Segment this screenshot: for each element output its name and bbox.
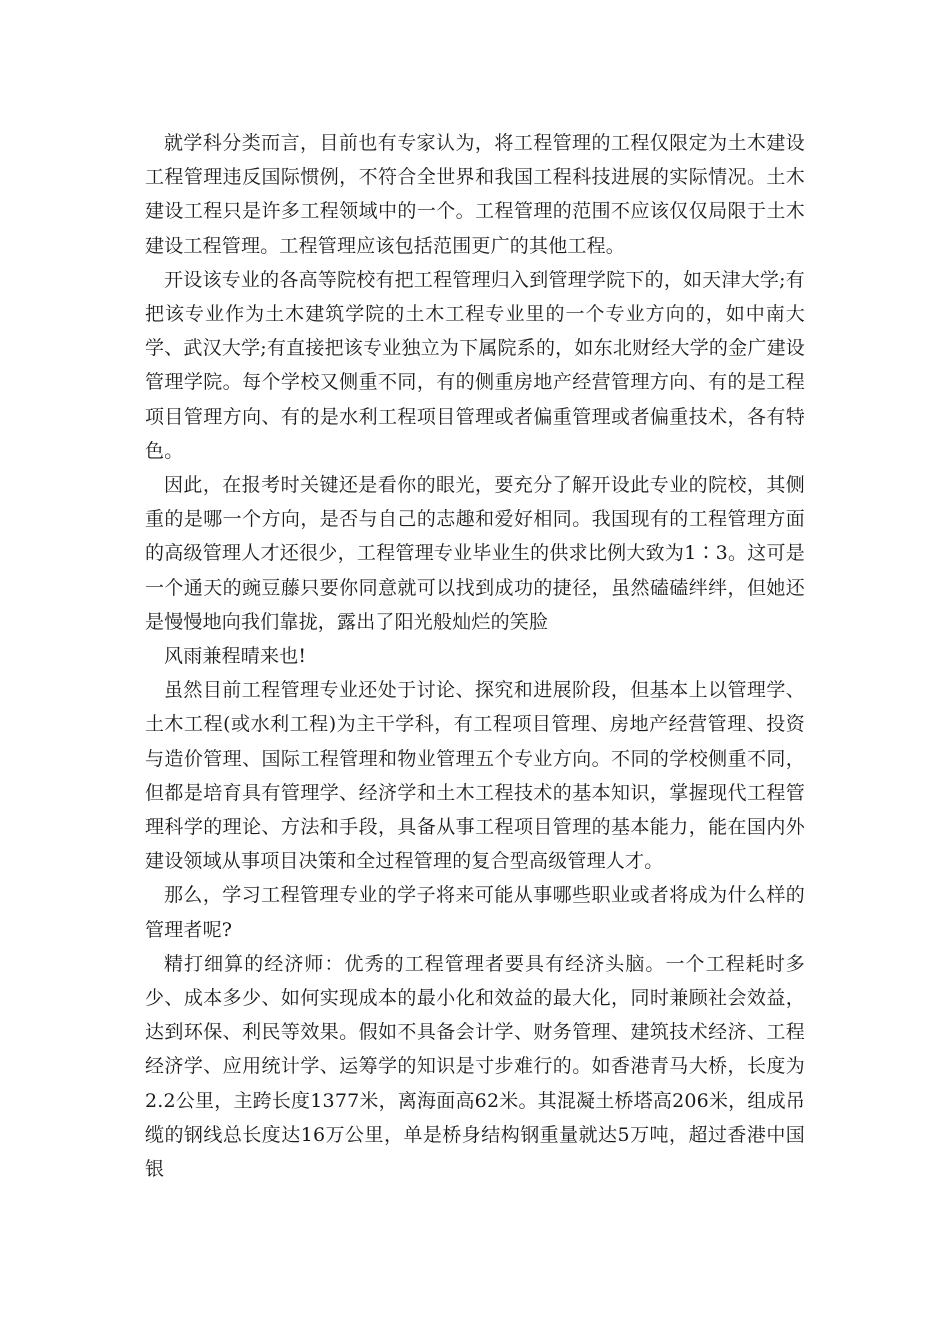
- paragraph-universities: 开设该专业的各高等院校有把工程管理归入到管理学院下的，如天津大学;有把该专业作为土木建筑学院的土木工程专业里的一个专业方向的，如中南大学、武汉大学;有直接把该专业独立为下属院系的，如东北财经大学的金广建设管理学院。每个学校又侧重不同，有的侧重房地产经营管理方向、有的是工程项目管理方向、有的是水利工程项目管理或者偏重管理或者偏重技术，各有特色。: [145, 268, 805, 462]
- paragraph-short-line: 风雨兼程晴来也!: [164, 645, 307, 668]
- paragraph-economist: 精打细算的经济师：优秀的工程管理者要具有经济头脑。一个工程耗时多少、成本多少、如何实现成本的最小化和效益的最大化，同时兼顾社会效益，达到环保、利民等效果。假如不具备会计学、财务管理、建筑技术经济、工程经济学、应用统计学、运筹学的知识是寸步难行的。如香港青马大桥，长度为2.2公里，主跨长度1377米，离海面高62米。其混凝土桥塔高206米，组成吊缆的钢线总长度达16万公里，单是桥身结构钢重量就达5万吨，超过香港中国银: [145, 952, 805, 1181]
- paragraph-application-advice: 因此，在报考时关键还是看你的眼光，要充分了解开设此专业的院校，其侧重的是哪一个方向，是否与自己的志趣和爱好相同。我国现有的工程管理方面的高级管理人才还很少，工程管理专业毕业生的供求比例大致为1∶3。这可是一个通天的豌豆藤只要你同意就可以找到成功的捷径，虽然磕磕绊绊，但她还是慢慢地向我们靠拢，露出了阳光般灿烂的笑脸: [145, 474, 805, 633]
- paragraph-discipline-classification: 就学科分类而言，目前也有专家认为，将工程管理的工程仅限定为土木建设工程管理违反国际惯例，不符合全世界和我国工程科技进展的实际情况。土木建设工程只是许多工程领域中的一个。工程管理的范围不应该仅仅局限于土木建设工程管理。工程管理应该包括范围更广的其他工程。: [145, 132, 805, 257]
- paragraph-major-directions: 虽然目前工程管理专业还处于讨论、探究和进展阶段，但基本上以管理学、土木工程(或水利工程)为主干学科，有工程项目管理、房地产经营管理、投资与造价管理、国际工程管理和物业管理五个专业方向。不同的学校侧重不同，但都是培育具有管理学、经济学和土木工程技术的基本知识，掌握现代工程管理科学的理论、方法和手段，具备从事工程项目管理的基本能力，能在国内外建设领域从事项目决策和全过程管理的复合型高级管理人才。: [145, 679, 805, 873]
- paragraph-career-question: 那么，学习工程管理专业的学子将来可能从事哪些职业或者将成为什么样的管理者呢?: [145, 884, 805, 941]
- body-text: [145, 126, 805, 1186]
